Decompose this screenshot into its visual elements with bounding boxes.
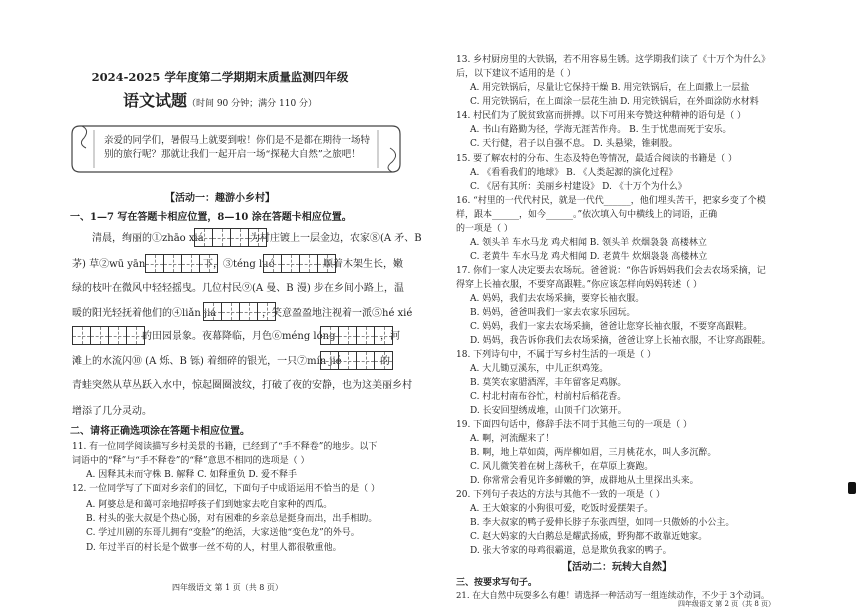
question-13-options-cd: C. 用完铁锅后，在上面涂一层花生油 D. 用完铁锅后，在外面涂防水材料 xyxy=(470,97,759,107)
passage-text: 清晨，绚丽的①zhāo xiá xyxy=(92,233,204,244)
question-11-options: A. 因释其未而守株 B. 解释 C. 如释重负 D. 爱不释手 xyxy=(86,470,298,480)
exam-page-right xyxy=(430,0,860,608)
question-17-cont: 得穿上长袖衣服，不要穿高跟鞋。”你应该怎样向妈妈转述（ ） xyxy=(456,280,702,290)
question-21-cont: 个动词。 xyxy=(735,591,770,601)
question-16-options-ab: A. 领头羊 车水马龙 鸡犬相闻 B. 领头羊 炊烟袅袅 高楼林立 xyxy=(470,238,707,248)
question-15: 15. 要了解农村的分布、生态及特色等情况，最适合阅读的书籍是（ ） xyxy=(456,154,738,164)
question-16-options-cd: C. 老黄牛 车水马龙 鸡犬相闻 D. 老黄牛 炊烟袅袅 高楼林立 xyxy=(470,252,708,262)
option-c: C. 风儿微笑着在树上荡秋千，在草原上赛跑。 xyxy=(470,462,654,472)
option-c: C. 村北村南布谷忙，村前村后稻花香。 xyxy=(470,392,627,402)
option-a: A. 王大娘家的小狗很可爱，吃饭时爱摆架子。 xyxy=(470,504,654,514)
exam-time-score: （时间 90 分钟；满分 110 分） xyxy=(186,99,318,109)
question-14-options-ab: A. 书山有路勤为径，学海无涯苦作舟。 B. 生于忧患而死于安乐。 xyxy=(470,125,732,135)
option-d: D. 张大爷家的母鸡很霸道，总是欺负我家的鸭子。 xyxy=(470,546,672,556)
question-20: 20. 下列句子表达的方法与其他不一致的一项是（ ） xyxy=(456,490,666,500)
option-d: D. 年过半百的村长是个做事一丝不苟的人，村里人都很敬重他。 xyxy=(86,543,342,553)
passage-text: 绿的枝叶在微风中轻轻摇曳。几位村民⑨(A 曼、B 漫) 步在乡间小路上，温 xyxy=(72,283,404,294)
question-13-cont: 后，以下建议不适用的是（ ） xyxy=(456,69,576,79)
question-11-cont: 词语中的“释”与“手不释卷”的“释”意思不相同的选项是（ ） xyxy=(72,456,310,466)
passage-text: ，笑意盈盈地注视着一派⑤hé xié xyxy=(262,308,413,319)
question-11: 11. 有一位同学阅读描写乡村美景的书籍，已经到了“手不释卷”的地步。以下 xyxy=(72,442,378,452)
option-d: D. 长安回望绣成堆，山顶千门次第开。 xyxy=(470,406,627,416)
question-17: 17. 你们一家人决定要去农场玩。爸爸说：“你告诉妈妈我们会去农场采摘，记 xyxy=(456,266,766,276)
exam-title-line: 2024-2025 学年度第二学期期末质量监测四年级 xyxy=(91,70,349,84)
question-16-cont: 的一项是（ ） xyxy=(456,224,513,234)
question-18: 18. 下列诗句中，不属于写乡村生活的一项是（ ） xyxy=(456,350,657,360)
question-19: 19. 下面四句话中，修辞手法不同于其他三句的一项是（ ） xyxy=(456,420,693,430)
option-a: A. 妈妈，我们去农场采摘，要穿长袖衣服。 xyxy=(470,294,645,304)
activity-one-heading: 【活动一：趣游小乡村】 xyxy=(165,193,275,204)
question-13: 13. 乡村厨房里的大铁锅，若不用容易生锈。这学期我们读了《十万个为什么》 xyxy=(456,55,771,65)
section-three-heading: 三、按要求写句子。 xyxy=(456,578,538,588)
option-a: A. 啊，河流醒来了！ xyxy=(470,434,555,444)
page-footer: 四年级语文 第 2 页（共 8 页） xyxy=(678,600,776,608)
edge-mark xyxy=(848,482,856,494)
option-c: C. 妈妈，我们一家去农场采摘，爸爸让您穿长袖衣服，不要穿高跟鞋。 xyxy=(470,322,753,332)
option-a: A. 阿婆总是和蔼可亲地招呼孩子们到她家去吃自家种的西瓜。 xyxy=(86,500,333,510)
question-12: 12. 一位同学写了下面对乡亲们的回忆，下面句子中成语运用不恰当的是（ ） xyxy=(72,484,381,494)
subject-title: 语文试题 xyxy=(122,91,187,110)
passage-text: 顺着木架生长，嫩 xyxy=(323,259,403,270)
answer-box-5[interactable] xyxy=(72,326,144,345)
passage-text: 暖的阳光轻抚着他们的④liǎn jiá xyxy=(72,308,217,319)
passage-text: 的田园景象。夜幕降临，月色⑥méng lóng xyxy=(142,331,336,342)
exam-title xyxy=(40,92,400,110)
passage-text: 滩上的水流闪⑩ (A 烁、B 铄) 着细碎的银光，一只⑦mín jié xyxy=(72,356,342,367)
question-16: 16. “村里的一代代村民，就是一代代______，他们埋头苦干，把家乡变了个模 xyxy=(456,196,766,206)
passage-text: 青蛙突然从草丛跃入水中，惊起圈圈波纹，打破了夜的安静，也为这美丽乡村 xyxy=(72,380,412,391)
question-21-text: 21. 在大自然中玩耍多么有趣！请选择一种活动写一组连续动作，不少于 3 xyxy=(456,591,736,601)
option-b: B. 莫笑农家腊酒浑，丰年留客足鸡豚。 xyxy=(470,378,627,388)
question-16-cont: 样，跟本______，如今______。”依次填入句中横线上的词语，正确 xyxy=(456,210,718,220)
option-a: A. 大儿锄豆溪东，中儿正织鸡笼。 xyxy=(470,364,609,374)
question-14: 14. 村民们为了脱贫致富而拼搏。以下可用来夸赞这种精神的语句是（ ） xyxy=(456,111,747,121)
question-15-options-ab: A. 《看看我们的地球》 B. 《人类起源的演化过程》 xyxy=(470,168,678,178)
activity-two-heading: 【活动二：玩转大自然】 xyxy=(562,562,672,573)
section-two-heading: 二、请将正确选项涂在答题卡相应位置。 xyxy=(70,426,250,437)
option-b: B. 李大叔家的鸭子爱伸长脖子东张西望，如同一只傲娇的小公主。 xyxy=(470,518,735,528)
option-b: B. 村头的张大叔是个热心肠，对有困难的乡亲总是挺身而出，出手相助。 xyxy=(86,514,378,524)
section-one-heading: 一、1—7 写在答题卡相应位置，8—10 涂在答题卡相应位置。 xyxy=(70,212,352,223)
question-14-options-cd: C. 天行健，君子以自强不息。 D. 头悬梁，锥刺股。 xyxy=(470,139,678,149)
intro-banner xyxy=(70,120,402,176)
question-15-options-cd: C. 《居有其所：美丽乡村建设》 D. 《十万个为什么》 xyxy=(470,182,687,192)
option-d: D. 你常常会看见许多鲜嫩的笋，成群地从土里探出头来。 xyxy=(470,476,699,486)
question-13-options-ab: A. 用完铁锅后，尽量让它保持干燥 B. 用完铁锅后，在上面撒上一层盐 xyxy=(470,83,750,93)
passage-text: ，河 xyxy=(380,331,400,342)
passage-text: 增添了几分灵动。 xyxy=(72,406,152,417)
passage-text: 的 xyxy=(380,356,390,367)
passage-text: 茅) 草②wū yān xyxy=(72,259,146,270)
passage-text: 为村庄镀上一层金边，农家⑧(A 矛、B xyxy=(250,233,422,244)
banner-text: 亲爱的同学们，暑假马上就要到啦！你们是不是都在期待一场特别的旅行呢？那就让我们一起开启一场“探秘大自然”之旅吧！ xyxy=(104,135,371,160)
page-footer: 四年级语文 第 1 页（共 8 页） xyxy=(172,583,283,592)
option-b: B. 妈妈，爸爸叫我们一家去农家乐园玩。 xyxy=(470,308,636,318)
option-c: C. 学过川剧的东哥儿拥有“变脸”的绝活，大家送他“变色龙”的外号。 xyxy=(86,528,360,538)
option-b: B. 啊，地上草如茵，两岸柳如眉，三月桃花水，叫人多沉醉。 xyxy=(470,448,717,458)
passage-text: 下，③téng luó xyxy=(203,259,275,270)
option-c: C. 赵大妈家的大白鹅总是耀武扬威，野狗都不敢靠近她家。 xyxy=(470,532,708,542)
option-d: D. 妈妈，我告诉你我们去农场采摘，爸爸让穿上长袖衣服，不让穿高跟鞋。 xyxy=(470,336,771,346)
